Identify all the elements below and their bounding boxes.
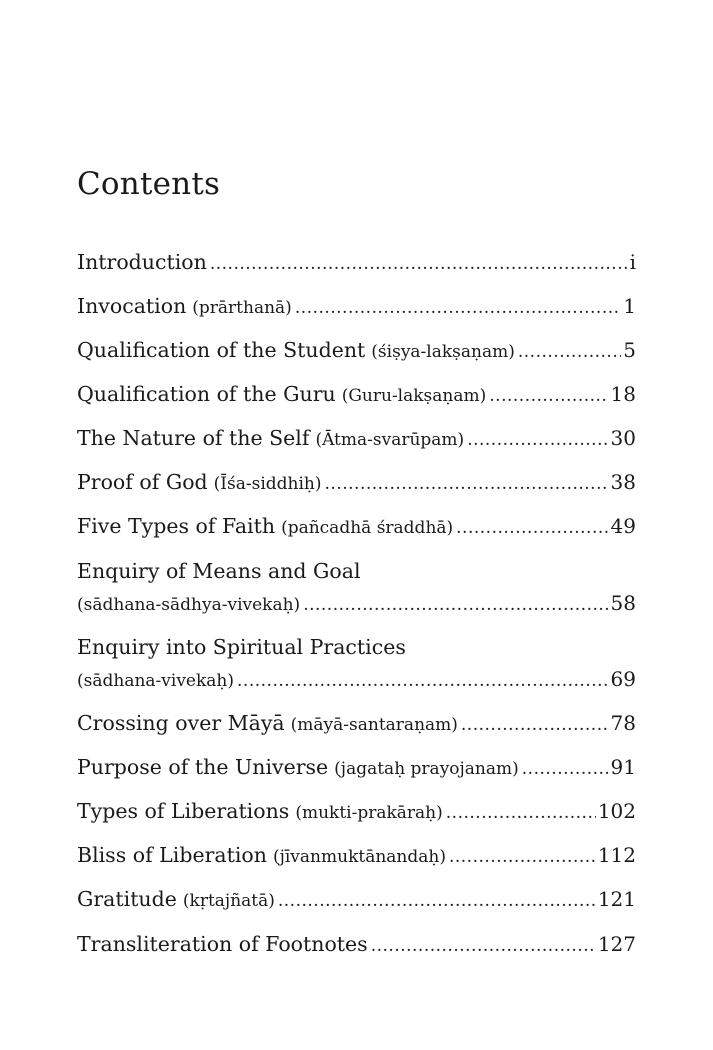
toc-entry-title: Crossing over Māyā bbox=[77, 711, 285, 735]
toc-entry-title: Types of Liberations bbox=[77, 799, 290, 823]
toc-entry-title: Qualification of the Student bbox=[77, 338, 366, 362]
toc-page-number: 102 bbox=[597, 799, 636, 823]
toc-entry-sanskrit: (jīvanmuktānandaḥ) bbox=[272, 847, 446, 867]
toc-page-number: 49 bbox=[610, 514, 636, 538]
toc-entry-title: Enquiry into Spiritual Practices bbox=[77, 635, 406, 659]
dot-leader bbox=[303, 595, 608, 615]
toc-page-number: 127 bbox=[597, 932, 636, 956]
toc-page-number: 78 bbox=[610, 711, 636, 735]
dot-leader bbox=[371, 936, 596, 956]
toc-entry-transliteration-footnotes[interactable] bbox=[77, 932, 636, 964]
toc-page-number: 1 bbox=[623, 294, 636, 318]
toc-entry-five-types-of-faith[interactable] bbox=[77, 514, 636, 546]
toc-entry-title: Introduction bbox=[77, 250, 207, 274]
toc-page-number: 30 bbox=[610, 426, 636, 450]
toc-page-number: 18 bbox=[610, 382, 636, 406]
toc-entry-purpose-of-universe[interactable] bbox=[77, 755, 636, 787]
toc-entry-gratitude[interactable] bbox=[77, 887, 636, 919]
dot-leader bbox=[489, 386, 608, 406]
toc-entry-sanskrit: (prārthanā) bbox=[192, 298, 292, 318]
dot-leader bbox=[210, 254, 628, 274]
dot-leader bbox=[467, 430, 608, 450]
toc-entry-title: Five Types of Faith bbox=[77, 514, 276, 538]
toc-entry-title: Bliss of Liberation bbox=[77, 843, 267, 867]
toc-entry-invocation[interactable] bbox=[77, 294, 636, 326]
toc-entry-introduction[interactable] bbox=[77, 250, 636, 282]
toc-entry-crossing-over-maya[interactable] bbox=[77, 711, 636, 743]
dot-leader bbox=[456, 518, 608, 538]
toc-entry-title: Proof of God bbox=[77, 470, 208, 494]
toc-entry-sanskrit: (Īśa-siddhiḥ) bbox=[213, 474, 322, 494]
toc-entry-title: Purpose of the Universe bbox=[77, 755, 329, 779]
toc-entry-proof-of-god[interactable] bbox=[77, 470, 636, 502]
page-title: Contents bbox=[77, 166, 221, 202]
toc-entry-title: Invocation bbox=[77, 294, 187, 318]
toc-page-number: 38 bbox=[610, 470, 636, 494]
toc-entry-types-of-liberations[interactable] bbox=[77, 799, 636, 831]
toc-page-number: 69 bbox=[610, 667, 636, 691]
toc-entry-qualification-guru[interactable] bbox=[77, 382, 636, 414]
toc-entry-title: The Nature of the Self bbox=[77, 426, 310, 450]
toc-page-number: 112 bbox=[597, 843, 636, 867]
toc-entry-sanskrit: (sādhana-sādhya-vivekaḥ) bbox=[77, 595, 301, 615]
toc-entry-sanskrit: (Ātma-svarūpam) bbox=[315, 430, 465, 450]
toc-entry-sanskrit: (Guru-lakṣaṇam) bbox=[341, 386, 487, 406]
toc-page-number: i bbox=[629, 250, 636, 274]
dot-leader bbox=[446, 803, 596, 823]
toc-entry-title: Gratitude bbox=[77, 887, 177, 911]
toc-entry-sanskrit: (kṛtajñatā) bbox=[182, 891, 275, 911]
toc-page-number: 121 bbox=[597, 887, 636, 911]
toc-entry-enquiry-means-goal[interactable] bbox=[77, 559, 636, 623]
toc-entry-sanskrit: (māyā-santaraṇam) bbox=[290, 715, 458, 735]
toc-entry-enquiry-spiritual-practices[interactable] bbox=[77, 635, 636, 699]
toc-entry-qualification-student[interactable] bbox=[77, 338, 636, 370]
toc-entry-nature-of-self[interactable] bbox=[77, 426, 636, 458]
dot-leader bbox=[518, 342, 621, 362]
toc-entry-sanskrit: (śiṣya-lakṣaṇam) bbox=[371, 342, 515, 362]
toc-entry-title: Enquiry of Means and Goal bbox=[77, 559, 361, 583]
dot-leader bbox=[449, 847, 596, 867]
dot-leader bbox=[237, 671, 609, 691]
dot-leader bbox=[278, 891, 596, 911]
toc-page-number: 5 bbox=[623, 338, 636, 362]
dot-leader bbox=[461, 715, 609, 735]
dot-leader bbox=[295, 298, 621, 318]
toc-entry-sanskrit: (sādhana-vivekaḥ) bbox=[77, 671, 235, 691]
toc-entry-sanskrit: (jagataḥ prayojanam) bbox=[334, 759, 519, 779]
toc-entry-sanskrit: (mukti-prakāraḥ) bbox=[295, 803, 443, 823]
toc-page-number: 91 bbox=[610, 755, 636, 779]
toc-entry-bliss-of-liberation[interactable] bbox=[77, 843, 636, 875]
dot-leader bbox=[325, 474, 609, 494]
toc-entry-title: Qualification of the Guru bbox=[77, 382, 336, 406]
toc-entry-title: Transliteration of Footnotes bbox=[77, 932, 368, 956]
toc-entry-sanskrit: (pañcadhā śraddhā) bbox=[281, 518, 454, 538]
dot-leader bbox=[522, 759, 609, 779]
toc-page-number: 58 bbox=[610, 591, 636, 615]
